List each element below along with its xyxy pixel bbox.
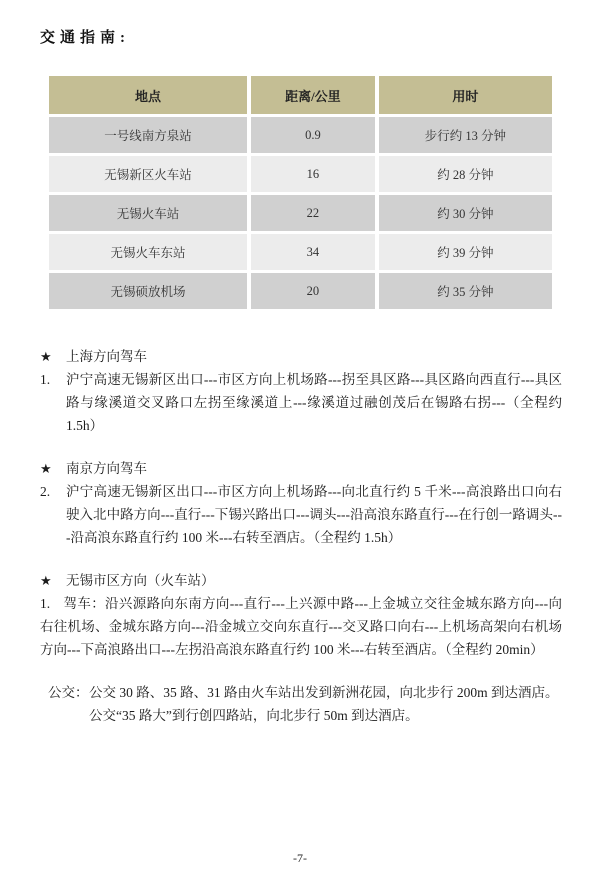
bus-lines	[89, 681, 562, 727]
page-number: -7-	[293, 851, 307, 865]
section-heading	[40, 345, 562, 368]
table-row	[49, 273, 552, 309]
bus-paragraph	[40, 681, 562, 727]
direction-item	[40, 480, 562, 549]
table-cell-distance: 0.9	[251, 117, 375, 153]
table-header-location: 地点	[49, 76, 247, 114]
section-heading	[40, 457, 562, 480]
direction-item	[40, 368, 562, 437]
table-row	[49, 156, 552, 192]
direction-item	[40, 592, 562, 661]
table-cell-duration: 约 39 分钟	[379, 234, 552, 270]
table-header-row	[49, 76, 552, 114]
item-marker: 2.	[40, 484, 51, 499]
table-cell-distance: 34	[251, 234, 375, 270]
directions	[40, 345, 562, 727]
bus-label: 公交：	[48, 685, 89, 700]
table-cell-location: 无锡新区火车站	[49, 156, 247, 192]
section-shanghai	[40, 345, 562, 437]
table-cell-duration: 约 35 分钟	[379, 273, 552, 309]
table-cell-distance: 16	[251, 156, 375, 192]
star-icon: ★	[40, 349, 52, 364]
page-title: 交通指南:	[40, 30, 130, 46]
star-icon: ★	[40, 573, 52, 588]
table-cell-duration: 步行约 13 分钟	[379, 117, 552, 153]
table-row	[49, 234, 552, 270]
table-row	[49, 195, 552, 231]
star-icon: ★	[40, 461, 52, 476]
item-text: 沪宁高速无锡新区出口---市区方向上机场路---向北直行约 5 千米---高浪路出口向右驶入北中路方向---直行---下锡兴路出口---调头---沿高浪东路直行---在行创一路调头---沿高浪东路直行约 100 米---右转至酒店。（全程约 1.5h）	[66, 484, 562, 545]
bus-line: 公交 30 路、35 路、31 路由火车站出发到新洲花园，向北步行 200m 到达酒店。	[89, 685, 559, 700]
item-marker: 1.	[40, 596, 51, 611]
item-marker: 1.	[40, 372, 51, 387]
table-row	[49, 117, 552, 153]
section-nanjing	[40, 457, 562, 549]
table-cell-duration: 约 28 分钟	[379, 156, 552, 192]
transport-table	[45, 73, 556, 312]
item-text: 沪宁高速无锡新区出口---市区方向上机场路---拐至具区路---具区路向西直行---具区路与缘溪道交叉路口左拐至缘溪道上---缘溪道过融创茂后在锡路右拐---（全程约 1.5h）	[66, 372, 562, 433]
section-wuxi-city	[40, 569, 562, 661]
section-heading-label: 南京方向驾车	[66, 461, 147, 476]
table-header-distance: 距离/公里	[251, 76, 375, 114]
table-header-duration: 用时	[379, 76, 552, 114]
table-cell-distance: 22	[251, 195, 375, 231]
section-heading	[40, 569, 562, 592]
item-text: 驾车：沿兴源路向东南方向---直行---上兴源中路---上金城立交往金城东路方向---向右往机场、金城东路方向---沿金城立交向东直行---交叉路口向右---上机场高架向右机场方向---下高浪路出口---左拐沿高浪东路直行约 100 米---右转至酒店。（全程约 20min）	[40, 596, 562, 657]
table-cell-location: 无锡火车东站	[49, 234, 247, 270]
table-cell-location: 无锡硕放机场	[49, 273, 247, 309]
bus-line: 公交“35 路大”到行创四路站，向北步行 50m 到达酒店。	[89, 708, 419, 723]
table-cell-distance: 20	[251, 273, 375, 309]
section-heading-label: 无锡市区方向（火车站）	[66, 573, 215, 588]
table-cell-location: 无锡火车站	[49, 195, 247, 231]
section-heading-label: 上海方向驾车	[66, 349, 147, 364]
table-cell-duration: 约 30 分钟	[379, 195, 552, 231]
table-cell-location: 一号线南方泉站	[49, 117, 247, 153]
